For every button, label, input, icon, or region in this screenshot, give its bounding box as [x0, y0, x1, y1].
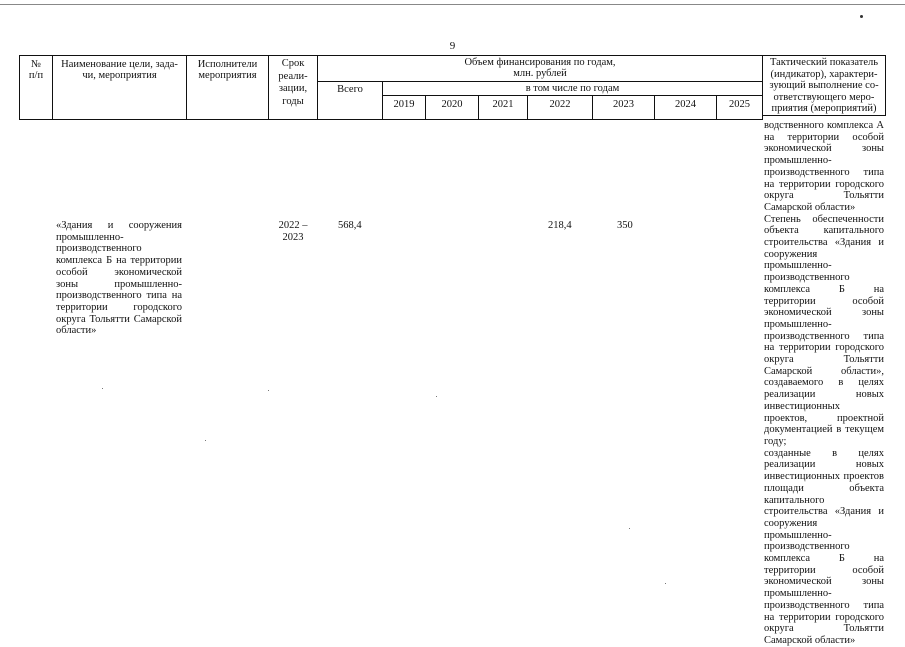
header-term: Срок реали- зации, годы: [278, 58, 308, 107]
scan-speck: [268, 390, 269, 391]
indicator-extra: созданные в целях реализации новых инвестиционных проектов площади объекта капитального строительства «Здания и сооружения промышленно-производственного комплекса Б на территории особой экономической зоны промышленно-производственного типа на территории городского округа Тольятти Самарской области»: [764, 447, 884, 646]
row-total: 568,4: [338, 220, 362, 231]
header-year-2024: 2024: [675, 99, 696, 110]
header-year-2021: 2021: [492, 99, 514, 110]
header-executors: Исполнители мероприятия: [197, 59, 258, 81]
indicator-main: Степень обеспеченности объекта капитального строительства «Здания и сооружения промышленно-производственного комплекса Б на территории особой экономической зоны промышленно-производственного типа на территории городского округа Тольятти Самарской области», создаваемого в целях реализации новых инвестиционных проектов, проектной документацией в текущем году;: [764, 213, 884, 447]
scan-speck: [436, 396, 437, 397]
header-indicator: Тактический показатель (индикатор), характери- зующий выполнение со- ответствующего меро- приятия (мероприятий): [769, 57, 879, 114]
header-year-2020: 2020: [441, 99, 463, 110]
row-2023: 350: [617, 220, 633, 231]
row-2022: 218,4: [548, 220, 572, 231]
scan-speck: [102, 388, 103, 389]
indicator-continuation: водственного комплекса А на территории особой экономической зоны промышленно-производственного типа на территории городского округа Тольятти Самарской области»: [764, 120, 884, 213]
page-number: 9: [449, 40, 456, 52]
scan-speck: [629, 528, 630, 529]
header-year-2022: 2022: [549, 99, 571, 110]
row-term: 2022 – 2023: [278, 220, 308, 243]
header-year-2019: 2019: [393, 99, 415, 110]
scan-top-edge: [0, 4, 905, 5]
header-year-2023: 2023: [613, 99, 634, 110]
header-number: № п/п: [28, 59, 44, 81]
header-total: Всего: [337, 84, 363, 95]
header-financing: Объем финансирования по годам, млн. рублей: [464, 57, 616, 79]
row-name: «Здания и сооружения промышленно-производственного комплекса Б на территории особой экономической зоны промышленно-производственного типа на территории городского округа Тольятти Самарской области»: [56, 220, 182, 337]
scan-speck: [665, 583, 666, 584]
indicator-text: [764, 120, 884, 647]
header-year-2025: 2025: [729, 99, 750, 110]
header-including-years: в том числе по годам: [525, 83, 620, 94]
scan-speck: [860, 15, 863, 18]
header-name: Наименование цели, зада- чи, мероприятия: [61, 59, 178, 81]
scan-speck: [205, 440, 206, 441]
